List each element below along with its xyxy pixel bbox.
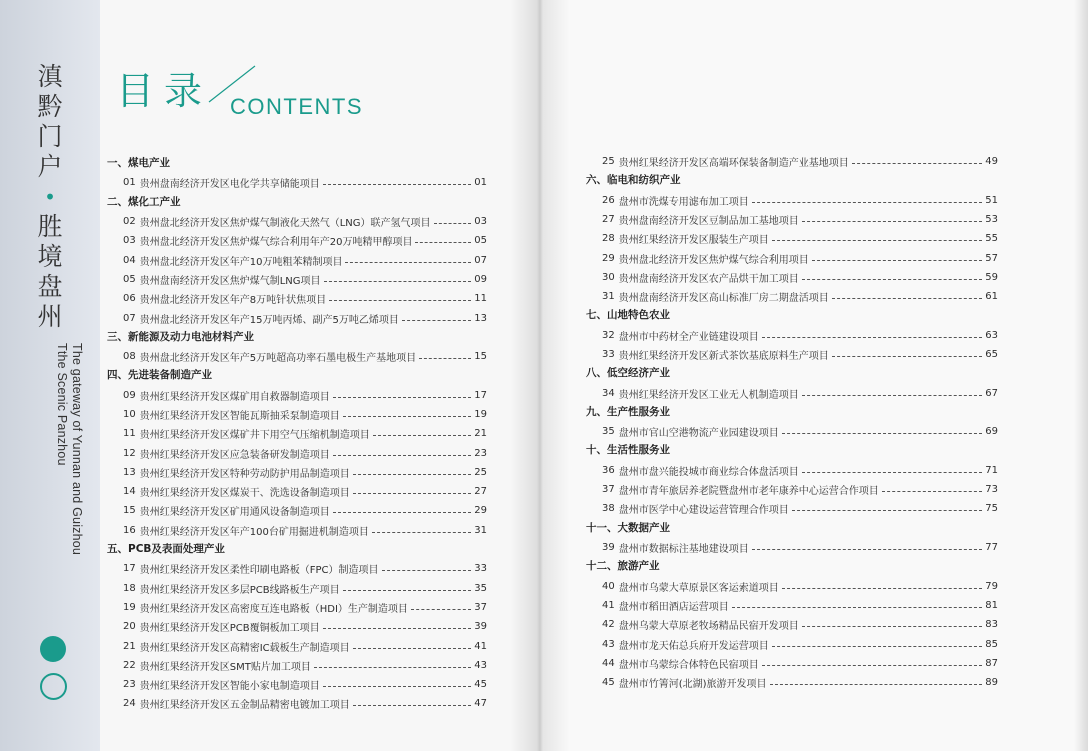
toc-entry-title: 贵州红果经济开发区新式茶饮基底原料生产项目 [618,351,829,363]
toc-entry-page: 21 [474,428,487,440]
toc-section-heading: 十二、旅游产业 [586,560,660,573]
toc-entry-number: 16 [123,524,136,536]
toc-entry-number: 44 [602,657,615,669]
toc-section-heading: 七、山地特色农业 [586,309,670,322]
toc-entry-page: 27 [474,486,487,498]
toc-entry[interactable] [107,675,487,694]
toc-entry-page: 01 [474,177,487,189]
toc-entry-number: 19 [123,601,136,613]
ring-circle-icon [40,673,67,700]
toc-entry-title: 盘州市中药材全产业链建设项目 [618,331,759,343]
toc-entry-number: 07 [123,312,136,324]
toc-entry-page: 49 [985,156,998,168]
toc-section-heading: 三、新能源及动力电池材料产业 [107,330,254,343]
toc-entry[interactable] [107,501,487,520]
toc-entry-title: 贵州盘北经济开发区焦炉煤气综合利用项目 [618,254,809,266]
toc-entry-number: 25 [602,156,615,168]
toc-entry-title: 贵州红果经济开发区高端环保装备制造产业基地项目 [618,158,849,170]
toc-leader-dots [345,262,471,263]
toc-entry-number: 22 [123,659,136,671]
toc-entry-number: 43 [602,638,615,650]
band-char: 滇 [37,62,63,91]
toc-entry[interactable] [107,212,487,231]
toc-entry-title: 贵州红果经济开发区高精密IC载板生产制造项目 [139,642,350,654]
right-page [540,0,1088,751]
toc-leader-dots [323,628,472,629]
toc-entry[interactable] [586,499,998,518]
toc-entry-number: 37 [602,484,615,496]
toc-entry-page: 11 [474,293,487,305]
toc-leader-dots [434,223,472,224]
toc-entry[interactable] [107,386,487,405]
toc-entry-page: 25 [474,466,487,478]
band-char: 胜 [37,212,63,241]
band-subtitle-line1: The gateway of Yunnan and Guizhou [70,343,84,556]
page-edge-shadow [1074,0,1088,751]
toc-entry-number: 08 [123,351,136,363]
toc-entry-page: 29 [474,505,487,517]
toc-entry-title: 盘州市竹箐河(北湖)旅游开发项目 [618,679,767,691]
band-separator-dot: • [44,185,56,209]
toc-entry-title: 贵州盘南经济开发区电化学共享储能项目 [139,179,320,191]
toc-entry-title: 贵州盘南经济开发区农产品烘干加工项目 [618,273,799,285]
toc-left-column [107,154,487,714]
toc-leader-dots [772,646,983,647]
toc-entry-number: 45 [602,677,615,689]
toc-entry[interactable] [586,287,998,306]
toc-entry[interactable] [107,617,487,636]
toc-entry-page: 51 [985,194,998,206]
toc-entry-number: 04 [123,254,136,266]
toc-entry-number: 26 [602,194,615,206]
toc-section-heading: 一、煤电产业 [107,157,170,169]
toc-entry[interactable] [107,463,487,482]
toc-leader-dots [353,474,472,475]
toc-leader-dots [812,260,983,261]
toc-section-heading: 十一、大数据产业 [586,521,670,534]
toc-entry-title: 贵州红果经济开发区煤矿井下用空气压缩机制造项目 [139,430,370,442]
toc-leader-dots [419,358,471,359]
toc-entry-number: 41 [602,599,615,611]
band-char: 境 [37,242,63,271]
toc-entry-title: 贵州红果经济开发区应急装备研发制造项目 [139,449,330,461]
toc-entry-page: 55 [985,233,998,245]
toc-entry-title: 盘州市龙天佑总兵府开发运营项目 [618,640,769,652]
band-char: 门 [37,122,63,151]
toc-entry[interactable] [586,152,998,171]
toc-entry-number: 14 [123,486,136,498]
toc-entry[interactable] [586,577,998,596]
toc-leader-dots [770,684,983,685]
toc-leader-dots [752,202,983,203]
toc-section-heading: 十、生活性服务业 [586,444,670,457]
toc-entry-title: 贵州红果经济开发区SMT贴片加工项目 [139,661,311,673]
toc-entry-title: 盘州市数据标注基地建设项目 [618,544,749,556]
toc-leader-dots [353,493,472,494]
toc-leader-dots [343,590,472,591]
toc-leader-dots [333,512,472,513]
toc-entry[interactable] [586,384,998,403]
toc-entry[interactable] [107,231,487,250]
toc-entry-page: 19 [474,409,487,420]
toc-entry-title: 盘州市盘兴能投城市商业综合体盘活项目 [618,466,799,478]
toc-entry-title: 贵州盘北经济开发区年产15万吨丙烯、副产5万吨乙烯项目 [139,314,399,326]
toc-entry-page: 35 [474,582,487,594]
toc-entry-page: 45 [474,679,487,691]
toc-entry[interactable] [586,229,998,248]
toc-entry-title: 贵州盘南经济开发区焦炉煤气制LNG项目 [139,275,321,287]
toc-entry[interactable] [586,345,998,364]
toc-entry-number: 31 [602,291,615,303]
toc-entry-page: 75 [985,503,998,515]
toc-section-heading: 九、生产性服务业 [586,405,670,418]
toc-entry-page: 47 [474,698,487,710]
toc-leader-dots [732,607,983,608]
toc-entry-number: 18 [123,582,136,594]
toc-entry-page: 85 [985,638,998,650]
toc-leader-dots [782,433,983,434]
toc-entry-page: 77 [985,542,998,554]
toc-entry-number: 01 [123,177,136,189]
toc-leader-dots [333,397,472,398]
filled-circle-icon [40,636,66,662]
band-char: 户 [37,152,63,181]
toc-entry[interactable] [107,579,487,598]
toc-entry-title: 贵州红果经济开发区煤矿用自救器制造项目 [139,391,330,403]
band-title [26,62,74,332]
toc-entry[interactable] [107,270,487,289]
toc-entry-title: 贵州盘北经济开发区年产8万吨针状焦项目 [139,295,327,307]
toc-entry-page: 23 [474,447,487,459]
toc-leader-dots [314,667,471,668]
toc-leader-dots [323,184,472,185]
toc-entry-title: 贵州红果经济开发区服装生产项目 [618,235,769,247]
toc-entry-page: 65 [985,349,998,361]
toc-entry[interactable] [107,173,487,192]
toc-section-heading: 二、煤化工产业 [107,195,181,208]
toc-entry-title: 盘州市医学中心建设运营管理合作项目 [618,505,789,517]
toc-entry-page: 57 [985,252,998,264]
toc-entry-page: 79 [985,580,998,592]
toc-entry-page: 69 [985,426,998,438]
toc-entry-page: 63 [985,329,998,341]
left-page [0,0,540,751]
toc-leader-dots [802,395,983,396]
toc-leader-dots [882,491,983,492]
toc-entry-title: 贵州盘北经济开发区年产5万吨超高功率石墨电极生产基地项目 [139,353,417,365]
toc-entry-number: 27 [602,214,615,226]
toc-entry-title: 贵州红果经济开发区特种劳动防护用品制造项目 [139,468,350,480]
toc-entry-page: 09 [474,273,487,285]
toc-leader-dots [832,356,983,357]
toc-entry-number: 24 [123,698,136,710]
toc-leader-dots [782,588,983,589]
toc-entry-number: 30 [602,271,615,283]
toc-entry[interactable] [586,480,998,499]
toc-entry-number: 29 [602,252,615,264]
toc-entry[interactable] [107,694,487,713]
toc-leader-dots [353,705,472,706]
toc-entry[interactable] [107,482,487,501]
toc-entry-title: 盘州市青年旅居养老院暨盘州市老年康养中心运营合作项目 [618,486,879,498]
toc-entry-number: 17 [123,563,136,575]
toc-entry-title: 贵州红果经济开发区多层PCB线路板生产项目 [139,584,340,596]
toc-entry-number: 39 [602,542,615,554]
toc-leader-dots [802,472,983,473]
toc-entry-title: 贵州红果经济开发区矿用通风设备制造项目 [139,507,330,519]
toc-entry-number: 11 [123,428,136,440]
toc-entry-number: 34 [602,387,615,399]
toc-entry-page: 31 [474,524,487,536]
toc-entry-number: 06 [123,293,136,305]
toc-entry-number: 38 [602,503,615,515]
toc-entry-page: 15 [474,351,487,363]
toc-entry-number: 09 [123,389,136,401]
toc-entry-page: 33 [474,563,487,575]
toc-section-heading: 四、先进装备制造产业 [107,369,212,382]
toc-leader-dots [324,281,472,282]
toc-entry[interactable] [586,673,998,692]
toc-entry[interactable] [107,598,487,617]
toc-entry-number: 23 [123,679,136,691]
toc-entry[interactable] [586,422,998,441]
toc-entry-number: 21 [123,640,136,652]
toc-entry-page: 89 [985,677,998,689]
toc-entry-title: 盘州市乌蒙综合体特色民宿项目 [618,659,759,671]
toc-entry-page: 59 [985,271,998,283]
toc-entry-title: 贵州红果经济开发区五金制品精密电镀加工项目 [139,700,350,712]
toc-leader-dots [323,686,472,687]
toc-entry-number: 35 [602,426,615,438]
toc-entry-number: 10 [123,409,136,420]
toc-entry[interactable] [586,596,998,615]
toc-entry-title: 贵州红果经济开发区柔性印刷电路板（FPC）制造项目 [139,565,379,577]
toc-entry-number: 33 [602,349,615,361]
toc-entry-title: 贵州红果经济开发区PCB覆铜板加工项目 [139,623,320,635]
toc-entry-number: 32 [602,329,615,341]
toc-entry-page: 61 [985,291,998,303]
band-subtitle-line2: Tthe Scenic Panzhou [55,343,69,466]
toc-entry[interactable] [107,521,487,540]
toc-entry[interactable] [107,347,487,366]
toc-entry-number: 40 [602,580,615,592]
toc-leader-dots [762,665,983,666]
toc-entry[interactable] [107,424,487,443]
toc-leader-dots [802,221,983,222]
side-band [0,0,100,751]
toc-entry-title: 贵州红果经济开发区工业无人机制造项目 [618,389,799,401]
toc-leader-dots [372,532,471,533]
toc-entry[interactable] [107,289,487,308]
toc-entry[interactable] [107,656,487,675]
toc-entry[interactable] [586,538,998,557]
toc-entry-number: 20 [123,621,136,633]
toc-entry[interactable] [107,443,487,462]
contents-title-cn: 目录 [116,69,213,113]
band-char: 州 [37,302,63,331]
toc-entry-page: 87 [985,657,998,669]
toc-entry-number: 03 [123,235,136,247]
toc-entry[interactable] [586,268,998,287]
toc-entry-number: 15 [123,505,136,517]
toc-leader-dots [333,455,472,456]
toc-leader-dots [832,298,983,299]
toc-entry-number: 02 [123,216,136,228]
toc-entry[interactable] [107,405,487,424]
toc-entry[interactable] [586,615,998,634]
toc-entry-page: 37 [474,601,487,613]
band-char: 黔 [37,92,63,121]
toc-entry-number: 12 [123,447,136,459]
toc-leader-dots [772,240,983,241]
toc-leader-dots [382,570,472,571]
toc-entry[interactable] [586,326,998,345]
toc-entry-page: 17 [474,389,487,401]
toc-entry-title: 盘州市乌蒙大草原景区客运索道项目 [618,582,779,594]
toc-entry[interactable] [586,191,998,210]
toc-entry-page: 81 [985,599,998,611]
toc-leader-dots [373,435,472,436]
toc-entry-title: 盘州市稻田酒店运营项目 [618,601,729,613]
toc-entry-title: 贵州盘北经济开发区焦炉煤气综合利用年产20万吨精甲醇项目 [139,237,413,249]
toc-entry-title: 贵州红果经济开发区智能小家电制造项目 [139,681,320,693]
toc-entry[interactable] [107,559,487,578]
toc-entry-page: 13 [474,312,487,324]
toc-entry-title: 贵州红果经济开发区煤炭干、洗选设备制造项目 [139,488,350,500]
toc-entry-title: 贵州盘南经济开发区豆制品加工基地项目 [618,216,799,228]
toc-entry-title: 贵州红果经济开发区智能瓦斯抽采泵制造项目 [139,411,340,422]
toc-entry-page: 39 [474,621,487,633]
toc-section-heading: 五、PCB及表面处理产业 [107,542,225,555]
toc-entry-page: 83 [985,619,998,631]
toc-entry[interactable] [586,654,998,673]
toc-entry[interactable] [586,248,998,267]
toc-entry[interactable] [586,461,998,480]
toc-leader-dots [802,626,983,627]
toc-entry-title: 盘州市官山空港物流产业园建设项目 [618,428,779,440]
toc-entry-number: 42 [602,619,615,631]
book-gutter [510,0,570,751]
toc-entry-number: 13 [123,466,136,478]
toc-leader-dots [852,163,983,164]
toc-leader-dots [762,337,983,338]
band-char: 盘 [37,272,63,301]
toc-entry-number: 05 [123,273,136,285]
toc-entry-page: 73 [985,484,998,496]
toc-entry-page: 03 [474,216,487,228]
toc-entry-title: 贵州红果经济开发区高密度互连电路板（HDI）生产制造项目 [139,603,408,615]
toc-entry-page: 07 [474,254,487,266]
contents-title-en: CONTENTS [230,94,363,119]
toc-leader-dots [792,510,983,511]
toc-entry-title: 贵州盘北经济开发区年产10万吨粗苯精制项目 [139,256,343,268]
toc-entry-title: 贵州盘北经济开发区焦炉煤气制液化天然气（LNG）联产氢气项目 [139,218,431,230]
toc-entry-title: 贵州盘南经济开发区高山标准厂房二期盘活项目 [618,293,829,305]
toc-leader-dots [752,549,983,550]
toc-entry-page: 41 [474,640,487,652]
toc-leader-dots [402,320,471,321]
toc-entry-title: 盘州乌蒙大草原老牧场精品民宿开发项目 [618,621,799,633]
toc-entry-number: 36 [602,464,615,476]
toc-entry-title: 盘州市洗煤专用滤布加工项目 [618,196,749,208]
toc-right-column [586,152,998,692]
toc-entry[interactable] [107,308,487,327]
toc-entry-title: 贵州红果经济开发区年产100台矿用掘进机制造项目 [139,526,369,538]
toc-leader-dots [411,609,471,610]
toc-leader-dots [329,300,471,301]
toc-entry[interactable] [107,250,487,269]
band-subtitle [54,343,84,555]
toc-leader-dots [353,648,472,649]
toc-entry-page: 53 [985,214,998,226]
toc-entry-page: 71 [985,464,998,476]
toc-section-heading: 六、临电和纺织产业 [586,174,681,187]
toc-leader-dots [415,242,471,243]
toc-leader-dots [343,416,472,417]
toc-entry-number: 28 [602,233,615,245]
toc-entry[interactable] [586,210,998,229]
toc-entry-page: 67 [985,387,998,399]
toc-entry-page: 05 [474,235,487,247]
toc-entry[interactable] [586,634,998,653]
toc-entry-page: 43 [474,659,487,671]
toc-entry[interactable] [107,636,487,655]
toc-leader-dots [802,279,983,280]
toc-section-heading: 八、低空经济产业 [586,367,670,380]
